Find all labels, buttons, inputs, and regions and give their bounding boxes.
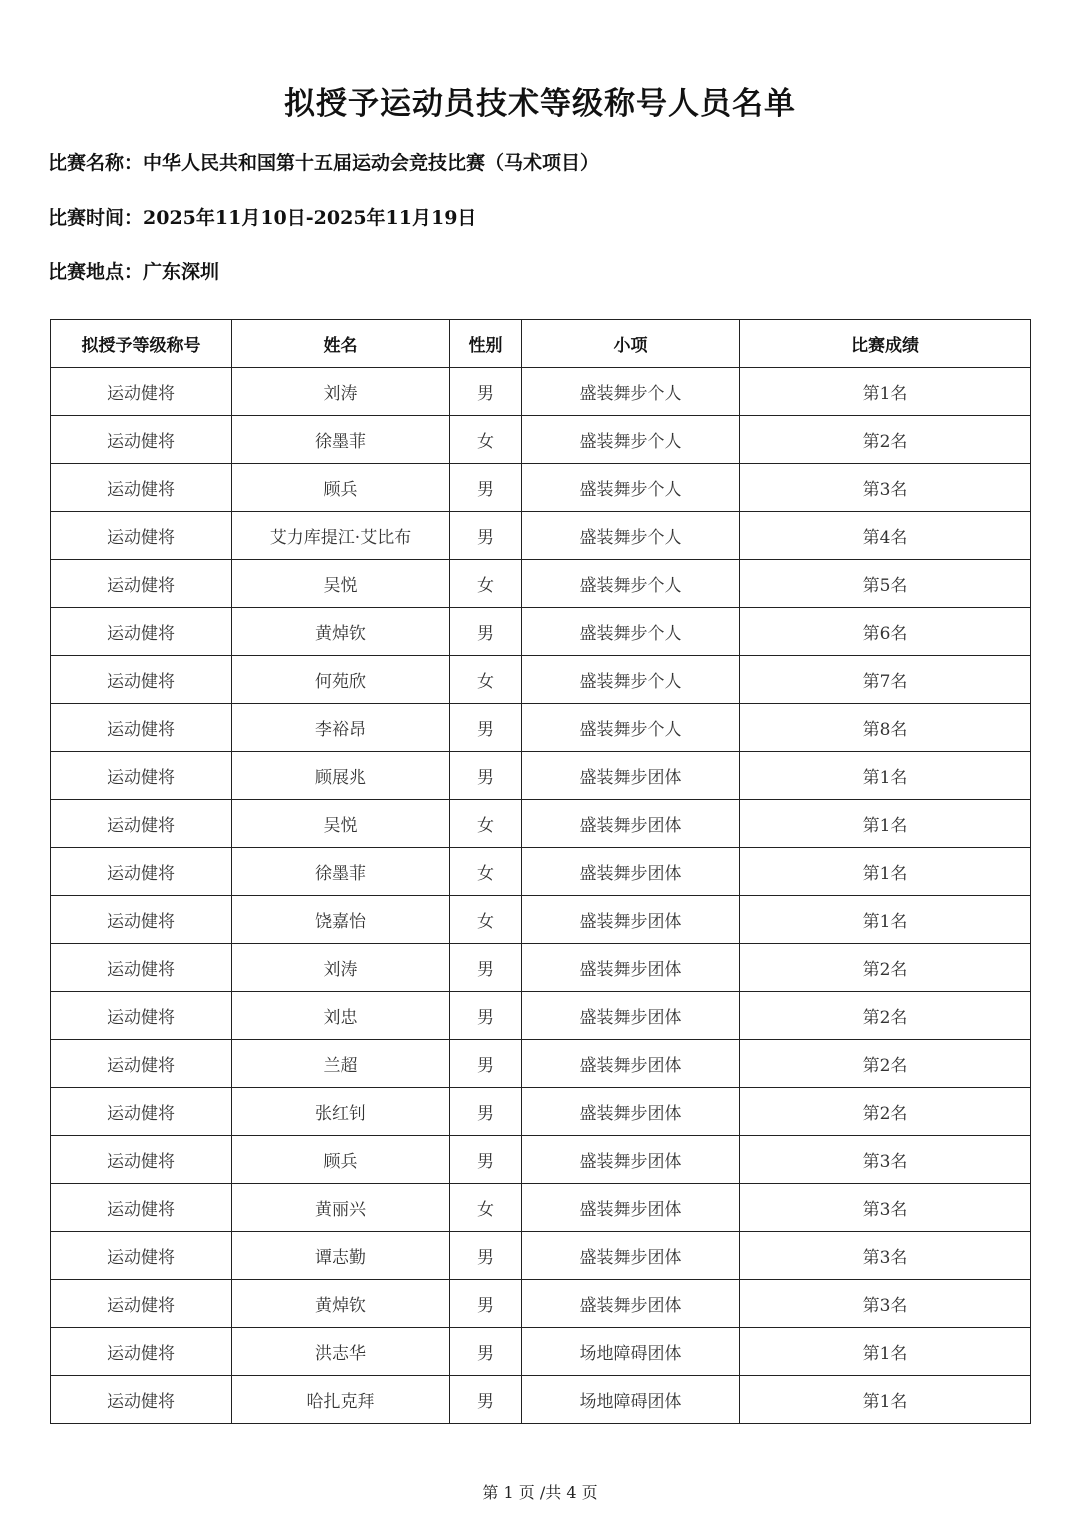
cell-gender: 女 xyxy=(450,800,522,848)
table-row xyxy=(51,1376,1031,1424)
competition-place xyxy=(48,257,219,284)
cell-title-grade: 运动健将 xyxy=(51,512,232,560)
cell-result: 第5名 xyxy=(740,560,1031,608)
cell-event: 盛装舞步团体 xyxy=(522,1088,740,1136)
cell-event: 盛装舞步个人 xyxy=(522,512,740,560)
cell-result: 第1名 xyxy=(740,752,1031,800)
cell-title-grade: 运动健将 xyxy=(51,1280,232,1328)
cell-result: 第3名 xyxy=(740,1184,1031,1232)
cell-result: 第1名 xyxy=(740,896,1031,944)
competition-name-value: 中华人民共和国第十五届运动会竞技比赛（马术项目） xyxy=(143,152,600,174)
cell-result: 第6名 xyxy=(740,608,1031,656)
cell-event: 盛装舞步团体 xyxy=(522,1184,740,1232)
header-name: 姓名 xyxy=(232,320,450,368)
cell-name: 徐墨菲 xyxy=(232,848,450,896)
cell-gender: 男 xyxy=(450,704,522,752)
cell-name: 黄焯钦 xyxy=(232,1280,450,1328)
table-row xyxy=(51,1040,1031,1088)
table-row xyxy=(51,512,1031,560)
competition-time-label: 比赛时间： xyxy=(48,207,144,229)
table-row xyxy=(51,1088,1031,1136)
cell-title-grade: 运动健将 xyxy=(51,560,232,608)
cell-event: 盛装舞步团体 xyxy=(522,944,740,992)
cell-title-grade: 运动健将 xyxy=(51,1328,232,1376)
cell-gender: 男 xyxy=(450,1376,522,1424)
cell-title-grade: 运动健将 xyxy=(51,1088,232,1136)
cell-gender: 女 xyxy=(450,560,522,608)
cell-gender: 男 xyxy=(450,512,522,560)
cell-event: 盛装舞步个人 xyxy=(522,656,740,704)
cell-event: 盛装舞步团体 xyxy=(522,752,740,800)
table-row xyxy=(51,800,1031,848)
cell-event: 盛装舞步团体 xyxy=(522,896,740,944)
cell-title-grade: 运动健将 xyxy=(51,368,232,416)
table-row xyxy=(51,896,1031,944)
cell-name: 谭志勤 xyxy=(232,1232,450,1280)
cell-title-grade: 运动健将 xyxy=(51,1136,232,1184)
cell-result: 第1名 xyxy=(740,368,1031,416)
cell-event: 盛装舞步团体 xyxy=(522,992,740,1040)
cell-name: 顾兵 xyxy=(232,464,450,512)
cell-title-grade: 运动健将 xyxy=(51,944,232,992)
cell-name: 黄焯钦 xyxy=(232,608,450,656)
cell-title-grade: 运动健将 xyxy=(51,896,232,944)
competition-time-value: 2025年11月10日-2025年11月19日 xyxy=(143,207,477,229)
table-row xyxy=(51,656,1031,704)
cell-result: 第7名 xyxy=(740,656,1031,704)
cell-gender: 男 xyxy=(450,1136,522,1184)
cell-result: 第3名 xyxy=(740,1232,1031,1280)
cell-result: 第3名 xyxy=(740,1136,1031,1184)
cell-event: 盛装舞步团体 xyxy=(522,1040,740,1088)
cell-name: 刘涛 xyxy=(232,368,450,416)
cell-event: 盛装舞步个人 xyxy=(522,560,740,608)
table-row xyxy=(51,704,1031,752)
cell-name: 吴悦 xyxy=(232,560,450,608)
cell-title-grade: 运动健将 xyxy=(51,848,232,896)
cell-title-grade: 运动健将 xyxy=(51,656,232,704)
cell-gender: 男 xyxy=(450,1040,522,1088)
cell-result: 第2名 xyxy=(740,944,1031,992)
cell-title-grade: 运动健将 xyxy=(51,752,232,800)
header-gender: 性别 xyxy=(450,320,522,368)
cell-title-grade: 运动健将 xyxy=(51,416,232,464)
header-event: 小项 xyxy=(522,320,740,368)
cell-result: 第4名 xyxy=(740,512,1031,560)
cell-event: 盛装舞步个人 xyxy=(522,368,740,416)
cell-event: 盛装舞步个人 xyxy=(522,608,740,656)
page-footer: 第 1 页 /共 4 页 xyxy=(482,1483,598,1502)
cell-name: 顾展兆 xyxy=(232,752,450,800)
cell-gender: 女 xyxy=(450,416,522,464)
table-row xyxy=(51,944,1031,992)
cell-title-grade: 运动健将 xyxy=(51,800,232,848)
cell-title-grade: 运动健将 xyxy=(51,464,232,512)
cell-name: 何苑欣 xyxy=(232,656,450,704)
cell-result: 第2名 xyxy=(740,416,1031,464)
cell-result: 第1名 xyxy=(740,848,1031,896)
cell-event: 盛装舞步个人 xyxy=(522,416,740,464)
cell-name: 刘涛 xyxy=(232,944,450,992)
table-row xyxy=(51,1280,1031,1328)
table-row xyxy=(51,416,1031,464)
cell-gender: 男 xyxy=(450,1232,522,1280)
cell-title-grade: 运动健将 xyxy=(51,704,232,752)
cell-result: 第1名 xyxy=(740,800,1031,848)
cell-name: 徐墨菲 xyxy=(232,416,450,464)
cell-event: 盛装舞步团体 xyxy=(522,848,740,896)
cell-title-grade: 运动健将 xyxy=(51,1376,232,1424)
cell-event: 盛装舞步团体 xyxy=(522,1232,740,1280)
cell-name: 李裕昂 xyxy=(232,704,450,752)
cell-name: 饶嘉怡 xyxy=(232,896,450,944)
header-title-grade: 拟授予等级称号 xyxy=(51,320,232,368)
competition-name-label: 比赛名称： xyxy=(48,152,144,174)
cell-gender: 女 xyxy=(450,1184,522,1232)
competition-place-label: 比赛地点： xyxy=(48,261,144,283)
cell-name: 吴悦 xyxy=(232,800,450,848)
cell-name: 洪志华 xyxy=(232,1328,450,1376)
cell-result: 第2名 xyxy=(740,992,1031,1040)
cell-gender: 男 xyxy=(450,464,522,512)
cell-title-grade: 运动健将 xyxy=(51,1040,232,1088)
cell-result: 第3名 xyxy=(740,1280,1031,1328)
cell-gender: 男 xyxy=(450,1280,522,1328)
athlete-table xyxy=(50,319,1031,1424)
table-row xyxy=(51,368,1031,416)
cell-gender: 女 xyxy=(450,656,522,704)
cell-name: 艾力库提江·艾比布 xyxy=(232,512,450,560)
cell-event: 盛装舞步个人 xyxy=(522,464,740,512)
cell-event: 盛装舞步团体 xyxy=(522,1280,740,1328)
cell-name: 顾兵 xyxy=(232,1136,450,1184)
table-row xyxy=(51,1328,1031,1376)
cell-gender: 男 xyxy=(450,1328,522,1376)
table-row xyxy=(51,1184,1031,1232)
cell-result: 第2名 xyxy=(740,1088,1031,1136)
table-header-row xyxy=(51,320,1031,368)
table-row xyxy=(51,848,1031,896)
cell-gender: 男 xyxy=(450,752,522,800)
cell-name: 哈扎克拜 xyxy=(232,1376,450,1424)
table-row xyxy=(51,560,1031,608)
cell-name: 兰超 xyxy=(232,1040,450,1088)
cell-gender: 男 xyxy=(450,368,522,416)
cell-result: 第8名 xyxy=(740,704,1031,752)
cell-result: 第1名 xyxy=(740,1328,1031,1376)
table-row xyxy=(51,992,1031,1040)
cell-result: 第1名 xyxy=(740,1376,1031,1424)
cell-title-grade: 运动健将 xyxy=(51,608,232,656)
cell-event: 场地障碍团体 xyxy=(522,1328,740,1376)
table-row xyxy=(51,608,1031,656)
cell-title-grade: 运动健将 xyxy=(51,1184,232,1232)
cell-title-grade: 运动健将 xyxy=(51,992,232,1040)
table-row xyxy=(51,1232,1031,1280)
cell-event: 盛装舞步个人 xyxy=(522,704,740,752)
cell-gender: 女 xyxy=(450,896,522,944)
competition-place-value: 广东深圳 xyxy=(143,261,220,283)
table-row xyxy=(51,464,1031,512)
cell-event: 场地障碍团体 xyxy=(522,1376,740,1424)
cell-gender: 男 xyxy=(450,992,522,1040)
cell-event: 盛装舞步团体 xyxy=(522,1136,740,1184)
header-result: 比赛成绩 xyxy=(740,320,1031,368)
cell-name: 刘忠 xyxy=(232,992,450,1040)
cell-gender: 男 xyxy=(450,608,522,656)
competition-name xyxy=(48,148,599,175)
cell-event: 盛装舞步团体 xyxy=(522,800,740,848)
table-row xyxy=(51,1136,1031,1184)
table-row xyxy=(51,752,1031,800)
cell-gender: 男 xyxy=(450,1088,522,1136)
cell-name: 张红钊 xyxy=(232,1088,450,1136)
cell-name: 黄丽兴 xyxy=(232,1184,450,1232)
cell-gender: 男 xyxy=(450,944,522,992)
cell-result: 第3名 xyxy=(740,464,1031,512)
cell-title-grade: 运动健将 xyxy=(51,1232,232,1280)
page-title: 拟授予运动员技术等级称号人员名单 xyxy=(284,86,796,122)
cell-result: 第2名 xyxy=(740,1040,1031,1088)
cell-gender: 女 xyxy=(450,848,522,896)
competition-time xyxy=(48,203,476,230)
